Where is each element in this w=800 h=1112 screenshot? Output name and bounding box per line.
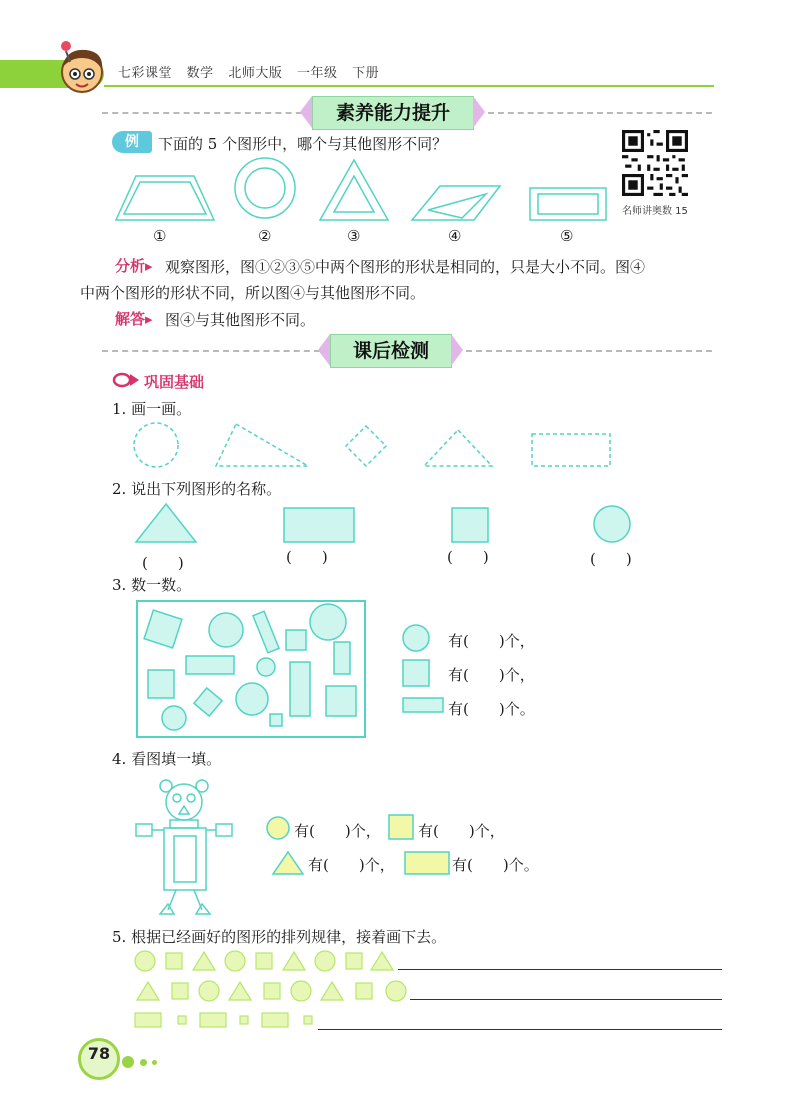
page-dot-small (152, 1060, 157, 1065)
q2-blank-3[interactable]: ( ) (447, 548, 489, 566)
figure-label-5: ⑤ (560, 227, 574, 245)
banner2-right-cap (451, 334, 463, 366)
q5-answer-line-3[interactable] (318, 1029, 722, 1030)
q2-shapes (130, 502, 640, 546)
dashed-diamond (346, 426, 386, 466)
header-text (118, 62, 389, 81)
legend-circle (403, 625, 429, 651)
robot-eye-left (173, 794, 181, 802)
q4-count-rectangles[interactable]: 有( )个。 (452, 856, 539, 874)
q5-pattern-row-3 (134, 1010, 320, 1030)
legend-rectangle (403, 698, 443, 712)
banner2-left-cap (318, 334, 330, 366)
answer-label (115, 308, 153, 329)
question-1: 1. 画一画。 (112, 400, 192, 418)
q3-count-squares[interactable]: 有( )个， (448, 666, 535, 684)
series-name: 七彩课堂 (118, 66, 173, 81)
robot-ear-left (160, 780, 172, 792)
question-5: 5. 根据已经画好的图形的排列规律，接着画下去。 (112, 928, 447, 946)
qr-caption: 名师讲奥数 15 (622, 206, 688, 217)
eye-arrow-icon (112, 372, 140, 388)
analysis-line-1: 观察图形，图①②③⑤中两个图形的形状是相同的，只是大小不同。图④ (165, 258, 646, 276)
q5-answer-line-1[interactable] (398, 969, 722, 970)
section-divider-left (102, 112, 312, 114)
question-2: 2. 说出下列图形的名称。 (112, 480, 282, 498)
q2-rectangle (284, 508, 354, 542)
q4-square-icon (388, 814, 416, 842)
example-question: 下面的 5 个图形中，哪个与其他图形不同？ (158, 135, 448, 153)
robot-foot-left (160, 904, 174, 914)
robot-eye-right (187, 794, 195, 802)
robot-neck (170, 820, 198, 828)
q2-blank-4[interactable]: ( ) (590, 550, 632, 568)
qr-code-icon (622, 130, 688, 196)
page-number: 78 (87, 1044, 111, 1063)
q4-count-squares[interactable]: 有( )个， (418, 822, 505, 840)
robot-body-inner (174, 836, 196, 882)
figure-5-rectangle (530, 188, 606, 220)
dashed-circle (134, 423, 178, 467)
q4-triangle-icon (272, 850, 306, 876)
figure-label-2: ② (258, 227, 272, 245)
q2-blank-2[interactable]: ( ) (286, 548, 328, 566)
question-4: 4. 看图填一填。 (112, 750, 222, 768)
robot-ear-right (196, 780, 208, 792)
q3-count-circles[interactable]: 有( )个， (448, 632, 535, 650)
q4-circle-icon (266, 816, 292, 842)
robot-hand-left (136, 824, 152, 836)
robot-foot-right (196, 904, 210, 914)
q3-count-rectangles[interactable]: 有( )个。 (448, 700, 535, 718)
banner-left-cap (300, 96, 312, 128)
robot-body (164, 828, 206, 890)
analysis-line-2: 中两个图形的形状不同，所以图④与其他图形不同。 (80, 284, 426, 302)
legend-square (403, 660, 429, 686)
page-dot-large (122, 1056, 134, 1068)
header-rule (104, 85, 714, 87)
section-title-literacy: 素养能力提升 (312, 96, 474, 130)
robot-nose (179, 806, 189, 814)
figure-3-triangle (320, 160, 388, 220)
figure-2-ring (235, 158, 295, 218)
q2-circle (594, 506, 630, 542)
q4-robot (132, 774, 236, 916)
dashed-rectangle (532, 434, 610, 466)
edition-name: 北师大版 (228, 66, 283, 81)
section-title-check: 课后检测 (330, 334, 452, 368)
subtitle-consolidate: 巩固基础 (144, 373, 205, 391)
volume-name: 下册 (352, 66, 380, 81)
q2-blank-1[interactable]: ( ) (142, 554, 184, 572)
q3-shape-box (136, 600, 368, 740)
banner-right-cap (473, 96, 485, 128)
dashed-triangle (424, 430, 492, 466)
section2-divider-left (102, 350, 330, 352)
section2-divider-right (466, 350, 712, 352)
subject-name: 数学 (186, 66, 214, 81)
figure-1-trapezoid (116, 176, 214, 220)
robot-hand-right (216, 824, 232, 836)
q5-answer-line-2[interactable] (410, 999, 722, 1000)
q4-rectangle-icon (404, 850, 452, 876)
mascot-icon (52, 40, 112, 100)
q5-pattern-row-1 (134, 950, 394, 972)
analysis-label (115, 255, 153, 276)
section-divider-right (488, 112, 712, 114)
analysis-label-text: 分析 ▸ (115, 257, 153, 275)
question-3: 3. 数一数。 (112, 576, 192, 594)
answer-text: 图④与其他图形不同。 (165, 311, 316, 329)
example-badge: 例 (112, 131, 152, 153)
q4-count-circles[interactable]: 有( )个， (294, 822, 381, 840)
figure-label-1: ① (153, 227, 167, 245)
figure-4-parallelogram (412, 186, 500, 220)
q4-count-triangles[interactable]: 有( )个， (308, 856, 395, 874)
figure-label-4: ④ (448, 227, 462, 245)
q5-pattern-row-2 (134, 980, 410, 1002)
figure-label-3: ③ (347, 227, 361, 245)
answer-label-text: 解答 ▸ (115, 310, 153, 328)
q2-square (452, 508, 488, 542)
page-dot-medium (140, 1059, 147, 1066)
q3-legend-shapes (400, 624, 446, 716)
example-figures (110, 158, 610, 224)
grade-name: 一年级 (296, 66, 338, 81)
q1-dashed-shapes (130, 422, 620, 472)
dashed-triangle-right (216, 424, 308, 466)
q2-triangle (136, 504, 196, 542)
